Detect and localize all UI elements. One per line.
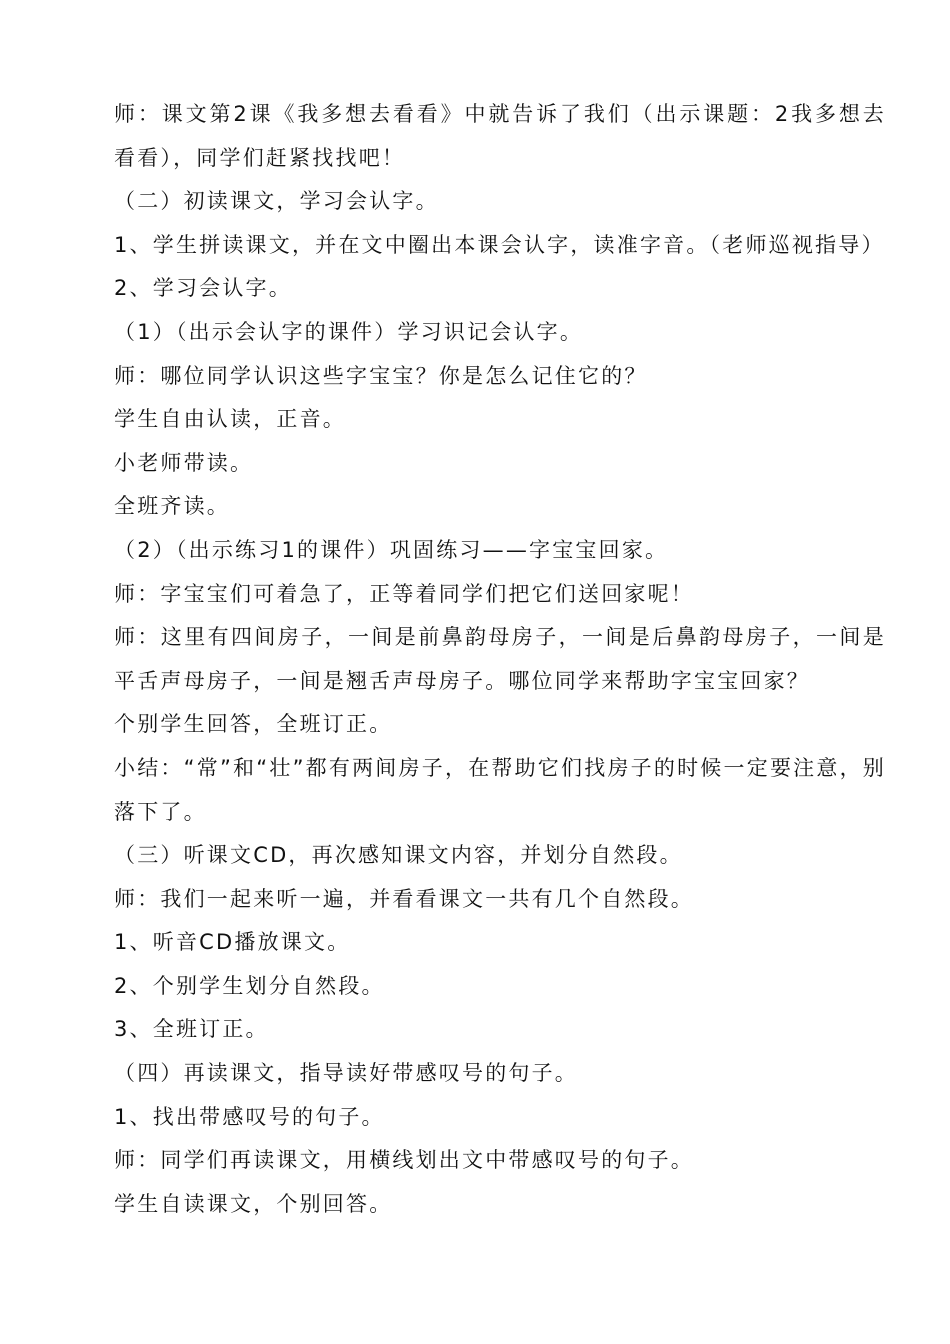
- paragraph: 个别学生回答，全班订正。: [114, 712, 393, 737]
- paragraph: 小老师带读。: [114, 450, 254, 475]
- sub-heading: （1）（出示会认字的课件）学习识记会认字。: [114, 319, 584, 344]
- paragraph: 全班齐读。: [114, 494, 230, 519]
- paragraph: 师：字宝宝们可着急了，正等着同学们把它们送回家呢！: [114, 581, 694, 606]
- paragraph: 小结：“常”和“壮”都有两间房子，在帮助它们找房子的时候一定要注意，别落下了。: [114, 755, 886, 824]
- paragraph: 师：哪位同学认识这些字宝宝？你是怎么记住它的？: [114, 363, 648, 388]
- paragraph: 1、学生拼读课文，并在文中圈出本课会认字，读准字音。（老师巡视指导）: [114, 232, 885, 257]
- paragraph: 1、找出带感叹号的句子。: [114, 1104, 385, 1129]
- paragraph: 师：这里有四间房子，一间是前鼻韵母房子，一间是后鼻韵母房子，一间是平舌声母房子，一间是翘舌声母房子。哪位同学来帮助字宝宝回家？: [114, 625, 886, 693]
- section-heading: （四）再读课文，指导读好带感叹号的句子。: [114, 1061, 578, 1086]
- paragraph: 2、个别学生划分自然段。: [114, 973, 385, 998]
- paragraph: 学生自由认读，正音。: [114, 407, 346, 432]
- document-body: [114, 93, 886, 1226]
- sub-heading: （2）（出示练习1的课件）巩固练习——字宝宝回家。: [114, 537, 669, 562]
- paragraph: 学生自读课文，个别回答。: [114, 1191, 393, 1216]
- paragraph: 师：课文第2课《我多想去看看》中就告诉了我们（出示课题：2我多想去看看），同学们赶紧找找吧！: [114, 102, 886, 170]
- paragraph: 3、全班订正。: [114, 1017, 269, 1042]
- paragraph: 师：我们一起来听一遍，并看看课文一共有几个自然段。: [114, 886, 694, 911]
- paragraph: 2、学习会认字。: [114, 276, 292, 301]
- paragraph: 1、听音CD播放课文。: [114, 930, 351, 955]
- paragraph: 师：同学们再读课文，用横线划出文中带感叹号的句子。: [114, 1148, 694, 1173]
- section-heading: （三）听课文CD，再次感知课文内容，并划分自然段。: [114, 843, 683, 868]
- section-heading: （二）初读课文，学习会认字。: [114, 189, 439, 214]
